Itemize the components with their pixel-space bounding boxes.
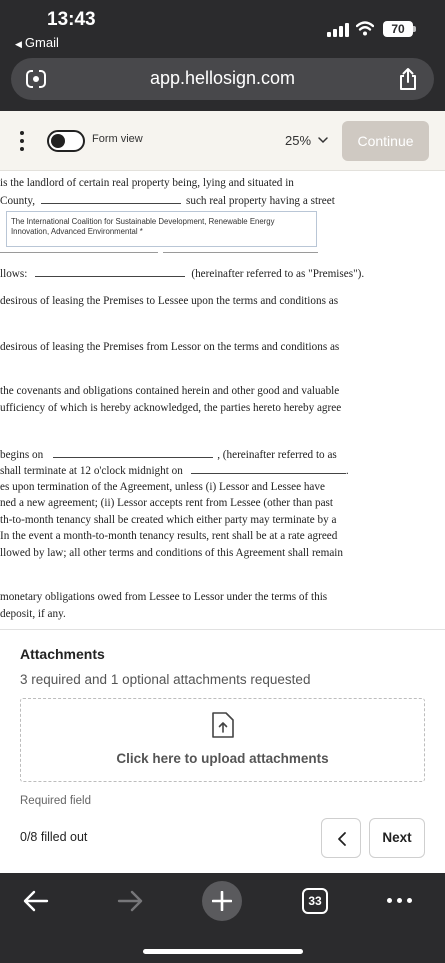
continue-button[interactable]: Continue	[342, 121, 429, 161]
doc-line: the covenants and obligations contained herein and other good and valuable	[0, 385, 340, 397]
property-address-field[interactable]: The International Coalition for Sustainable Development, Renewable Energy Innovation, Advanced Environmental *	[6, 211, 317, 247]
file-upload-icon	[211, 711, 235, 739]
cellular-signal-icon	[327, 23, 349, 37]
doc-line: shall terminate at 12 o'clock midnight on .	[0, 465, 349, 477]
upload-attachments-dropzone[interactable]	[20, 698, 425, 782]
home-indicator[interactable]	[143, 949, 303, 954]
address-bar[interactable]	[11, 58, 434, 100]
wifi-icon	[356, 20, 374, 36]
doc-line: es upon termination of the Agreement, unless (i) Lessor and Lessee have	[0, 481, 325, 493]
new-tab-button[interactable]	[202, 881, 242, 921]
more-menu-icon[interactable]	[386, 897, 414, 905]
browser-top-bar	[0, 0, 445, 111]
forward-arrow-icon[interactable]	[116, 887, 144, 915]
attachments-title: Attachments	[20, 646, 105, 662]
doc-line: th-to-month tenancy shall be created which either party may terminate by a	[0, 514, 337, 526]
doc-line: In the event a month-to-month tenancy results, rent shall be at a rate agreed	[0, 530, 338, 542]
doc-line: ufficiency of which is hereby acknowledged, the parties hereto hereby agree	[0, 402, 342, 414]
share-icon[interactable]	[398, 67, 418, 91]
battery-icon: 70	[383, 21, 413, 37]
chevron-down-icon[interactable]	[317, 134, 329, 146]
browser-bottom-bar	[0, 873, 445, 963]
plus-icon	[212, 891, 232, 911]
back-triangle-icon: ◀	[15, 39, 22, 49]
tab-switcher-button[interactable]: 33	[302, 888, 328, 914]
next-field-button[interactable]: Next	[369, 818, 425, 858]
back-arrow-icon[interactable]	[22, 887, 50, 915]
url-text: app.hellosign.com	[149, 68, 296, 88]
form-view-label: Form view	[92, 133, 143, 145]
field-underline	[163, 252, 318, 253]
status-time: 13:43	[47, 9, 96, 30]
doc-line: llowed by law; all other terms and conditions of this Agreement shall remain	[0, 547, 344, 559]
doc-line: desirous of leasing the Premises to Lessee upon the terms and conditions as	[0, 295, 339, 307]
upload-attachments-label[interactable]: Click here to upload attachments	[116, 751, 329, 766]
back-app-label: Gmail	[24, 35, 59, 50]
attachments-subtitle: 3 required and 1 optional attachments requested	[20, 672, 311, 687]
more-options-icon[interactable]	[18, 131, 26, 151]
previous-field-button[interactable]	[321, 818, 361, 858]
toggle-knob	[51, 134, 65, 148]
document-viewer[interactable]	[0, 172, 445, 629]
doc-line: monetary obligations owed from Lessee to Lessor under the terms of this	[0, 591, 328, 603]
field-underline	[0, 252, 158, 253]
battery-tip	[413, 26, 416, 32]
form-view-toggle[interactable]	[47, 130, 85, 152]
doc-line: is the landlord of certain real property being, lying and situated in	[0, 177, 294, 189]
attachments-panel	[0, 629, 445, 873]
back-to-app-link[interactable]	[15, 35, 59, 50]
filled-out-status: 0/8 filled out	[20, 830, 88, 844]
required-field-label: Required field	[20, 795, 91, 807]
doc-line: llows: (hereinafter referred to as "Premises").	[0, 268, 365, 280]
doc-line: begins on , (hereinafter referred to as	[0, 449, 337, 461]
chevron-left-icon	[335, 831, 349, 847]
signer-toolbar	[0, 111, 445, 171]
doc-line: County, such real property having a street	[0, 195, 335, 207]
doc-line: ned a new agreement; (ii) Lessor accepts rent from Lessee (other than past	[0, 497, 333, 509]
zoom-select[interactable]: 25%	[285, 133, 312, 148]
doc-line: deposit, if any.	[0, 608, 66, 620]
doc-line: desirous of leasing the Premises from Lessor on the terms and conditions as	[0, 341, 340, 353]
